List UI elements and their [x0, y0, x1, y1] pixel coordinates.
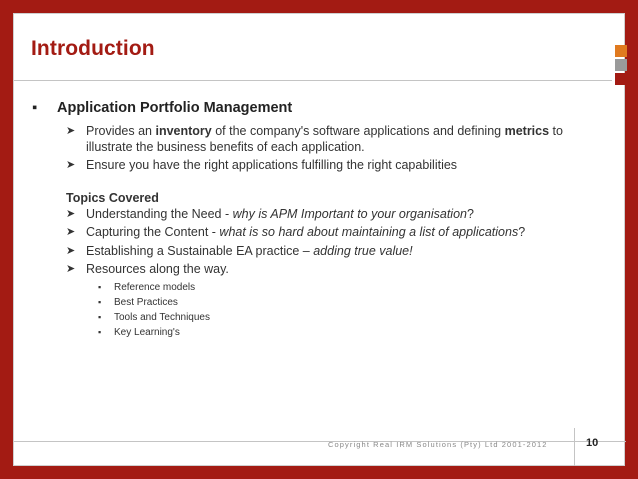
list-item: ▪ Reference models — [98, 281, 196, 293]
topics-heading: Topics Covered — [66, 190, 159, 205]
slide-title: Introduction — [31, 37, 155, 60]
list-item: ▪ Tools and Techniques — [98, 311, 210, 323]
square-bullet-icon: ▪ — [32, 100, 38, 116]
page-number: 10 — [586, 437, 599, 449]
logo-square-grey — [615, 59, 627, 71]
list-item: ➤ Resources along the way. — [66, 262, 229, 276]
list-item: ▪ Best Practices — [98, 296, 178, 308]
arrow-bullet-icon: ➤ — [66, 244, 76, 257]
list-item: ▪ Key Learning's — [98, 326, 180, 338]
main-bullet-text: Application Portfolio Management — [57, 100, 293, 116]
square-bullet-icon: ▪ — [98, 296, 102, 307]
logo-square-red — [615, 73, 627, 85]
arrow-bullet-icon: ➤ — [66, 207, 76, 220]
slide-content — [32, 100, 592, 340]
list-item: ➤ Provides an inventory of the company's software applications and defining metrics to illustrate the business benefits of each application. — [66, 124, 563, 154]
square-bullet-icon: ▪ — [98, 281, 102, 292]
arrow-bullet-icon: ➤ — [66, 159, 76, 171]
arrow-bullet-icon: ➤ — [66, 125, 76, 137]
main-bullet — [32, 100, 592, 116]
list-item: ➤ Understanding the Need - why is APM Important to your organisation? — [66, 206, 474, 221]
list-item: ➤ Ensure you have the right applications fulfilling the right capabilities — [66, 158, 458, 172]
logo-icon — [615, 45, 627, 87]
arrow-bullet-icon: ➤ — [66, 226, 76, 238]
arrow-bullet-icon: ➤ — [66, 263, 76, 275]
list-item: ➤ Capturing the Content - what is so hard about maintaining a list of applications? — [66, 225, 526, 239]
header-divider — [14, 80, 612, 81]
list-item: ➤ Establishing a Sustainable EA practice – adding true value! — [66, 243, 413, 258]
square-bullet-icon: ▪ — [98, 326, 102, 337]
square-bullet-icon: ▪ — [98, 311, 102, 322]
logo-square-orange — [615, 45, 627, 57]
slide — [13, 13, 625, 466]
copyright-text: Copyright Real IRM Solutions (Pty) Ltd 2001-2012 — [328, 440, 548, 449]
